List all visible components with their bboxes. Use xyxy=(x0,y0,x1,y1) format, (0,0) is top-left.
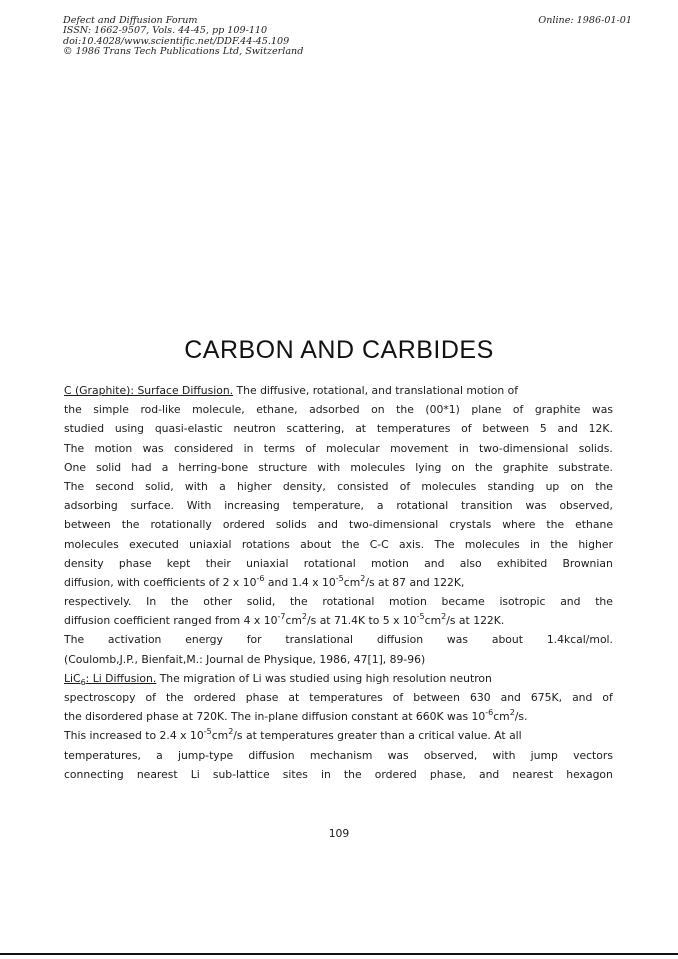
text-line: LiC$_6$: Li Diffusion. The migration of Li was studied using high resolution neutron xyxy=(64,671,492,687)
text-line: the disordered phase at 720K. The in-plane diffusion constant at 660K was $10^{-6}cm^2/s$. xyxy=(64,708,528,724)
text-line: The motion was considered in terms of molecular movement in two-dimensional solids. xyxy=(64,441,613,455)
reference-line: (Coulomb,J.P., Bienfait,M.: Journal de Physique, 1986, 47[1], 89-96) xyxy=(64,652,426,666)
text-line: density phase kept their uniaxial rotational motion and also exhibited Brownian xyxy=(64,556,613,570)
text-line: diffusion, with coefficients of 2 x $10^{-6}$ and 1.4 x $10^{-5}cm^2/s$ at 87 and 122K, xyxy=(64,573,465,589)
text-line: diffusion coefficient ranged from 4 x $10^{-7}cm^2/s$ at 71.4K to 5 x $10^{-5}cm^2/s$ at 122K. xyxy=(64,612,505,628)
online-date: Online: 1986-01-01 xyxy=(538,15,632,26)
text-line: adsorbing surface. With increasing temperature, a rotational transition was observed, xyxy=(64,499,613,513)
page-number: 109 xyxy=(328,827,350,840)
text-line: respectively. In the other solid, the rotational motion became isotropic and the xyxy=(64,595,613,609)
text-line: molecules executed uniaxial rotations about the C-C axis. The molecules in the higher xyxy=(64,537,613,551)
journal-name: Defect and Diffusion Forum xyxy=(63,15,198,26)
text-line: connecting nearest Li sub-lattice sites in the ordered phase, and nearest hexagon xyxy=(64,767,613,781)
body-text xyxy=(64,381,613,784)
text-line: spectroscopy of the ordered phase at temperatures of between 630 and 675K, and of xyxy=(64,691,613,704)
text-line: One solid had a herring-bone structure with molecules lying on the graphite substrate. xyxy=(64,460,613,474)
text-line: This increased to 2.4 x $10^{-5}cm^2/s$ at temperatures greater than a critical value. At all xyxy=(64,727,522,743)
issn-line: ISSN: 1662-9507, Vols. 44-45, pp 109-110 xyxy=(63,25,268,37)
text-line: the simple rod-like molecule, ethane, adsorbed on the (00*1) plane of graphite was xyxy=(64,403,613,417)
doi-line[interactable]: doi:10.4028/www.scientific.net/DDF.44-45.109 xyxy=(63,35,290,47)
bottom-rule xyxy=(0,953,678,955)
text-line: studied using quasi-elastic neutron scattering, at temperatures of between 5 and 12K. xyxy=(64,422,613,436)
entry-heading: C (Graphite): Surface Diffusion. xyxy=(64,384,234,397)
text-line: between the rotationally ordered solids and two-dimensional crystals where the ethane xyxy=(64,518,613,532)
entry-heading: LiC$_6$: Li Diffusion. xyxy=(64,671,157,687)
text-line: temperatures, a jump-type diffusion mechanism was observed, with jump vectors xyxy=(64,748,613,762)
section-title: CARBON AND CARBIDES xyxy=(184,336,494,364)
citation-header xyxy=(63,16,303,58)
text-line: The activation energy for translational diffusion was about 1.4kcal/mol. xyxy=(64,633,613,647)
text-line: C (Graphite): Surface Diffusion. The diffusive, rotational, and translational motion of xyxy=(64,384,519,397)
text-line: The second solid, with a higher density, consisted of molecules standing up on the xyxy=(64,479,613,493)
copyright-line: © 1986 Trans Tech Publications Ltd, Switzerland xyxy=(63,46,304,58)
